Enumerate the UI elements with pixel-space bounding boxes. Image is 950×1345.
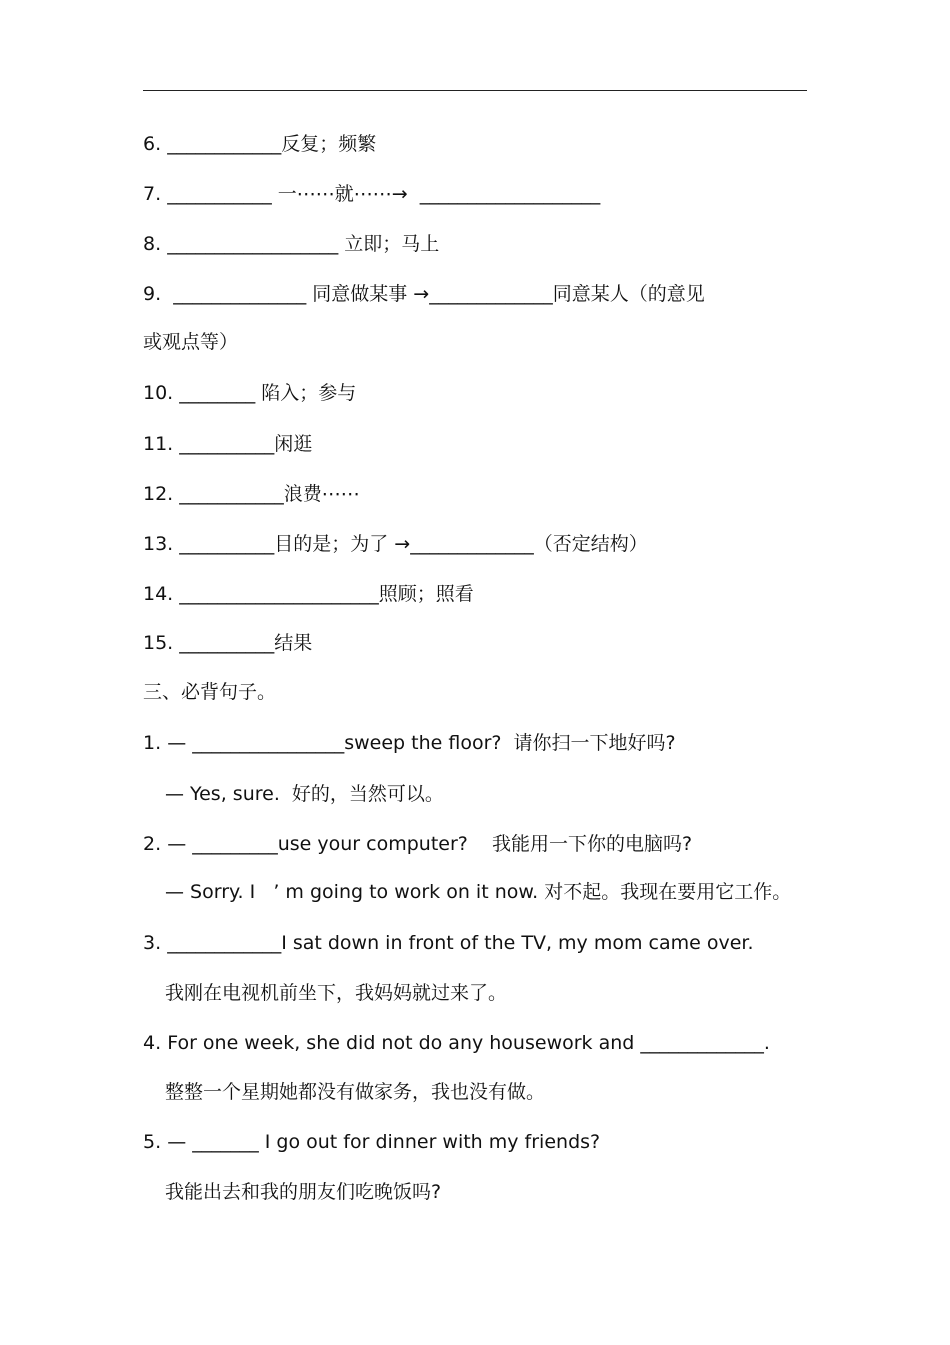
sentence-5	[143, 1130, 600, 1154]
vocab-item-10	[143, 381, 356, 405]
item-text: _____________________照顾；照看	[179, 583, 474, 605]
item-number: 6.	[143, 133, 162, 155]
item-number: 9.	[143, 283, 162, 305]
item-text: ____________I sat down in front of the TV, my mom came over.	[167, 932, 754, 954]
sentence-1-reply: — Yes, sure. 好的，当然可以。	[165, 783, 444, 805]
item-text: — _______ I go out for dinner with my friends?	[167, 1131, 601, 1153]
vocab-item-12	[143, 482, 360, 506]
sentence-3-translation: 我刚在电视机前坐下，我妈妈就过来了。	[165, 982, 508, 1004]
sentence-4	[143, 1031, 770, 1055]
vocab-item-6	[143, 132, 376, 156]
item-number: 12.	[143, 483, 174, 505]
sentence-1	[143, 731, 676, 755]
item-text: __________闲逛	[179, 433, 313, 455]
item-number: 14.	[143, 583, 174, 605]
item-text: __________结果	[179, 632, 313, 654]
item-number: 1.	[143, 732, 162, 754]
item-number: 15.	[143, 632, 174, 654]
item-text: ____________反复；频繁	[167, 133, 377, 155]
header-rule	[143, 90, 807, 91]
item-number: 2.	[143, 833, 162, 855]
vocab-item-14	[143, 582, 474, 606]
sentence-5-translation: 我能出去和我的朋友们吃晚饭吗?	[165, 1181, 442, 1203]
item-number: 4.	[143, 1032, 162, 1054]
item-text: __________________ 立即；马上	[167, 233, 440, 255]
item-text: For one week, she did not do any housework and _____________.	[167, 1032, 770, 1054]
item-number: 8.	[143, 233, 162, 255]
sentence-2-reply: — Sorry. I ’ m going to work on it now. 对不起。我现在要用它工作。	[165, 881, 792, 903]
item-number: 10.	[143, 382, 174, 404]
item-text: ______________ 同意做某事 →_____________同意某人（的意见	[167, 283, 705, 305]
sentence-2	[143, 832, 692, 856]
sentence-3	[143, 931, 754, 955]
item-text: ___________ 一⋯⋯就⋯⋯→ ___________________	[167, 183, 601, 205]
item-text: ________ 陷入；参与	[179, 382, 357, 404]
item-text: — _________use your computer? 我能用一下你的电脑吗?	[167, 833, 693, 855]
vocab-item-9	[143, 282, 705, 306]
item-number: 11.	[143, 433, 174, 455]
item-text: __________目的是；为了 →_____________（否定结构）	[179, 533, 648, 555]
item-number: 7.	[143, 183, 162, 205]
sentence-4-translation: 整整一个星期她都没有做家务，我也没有做。	[165, 1081, 546, 1103]
vocab-item-13	[143, 532, 648, 556]
item-text: — ________________sweep the floor? 请你扫一下地好吗?	[167, 732, 676, 754]
item-number: 5.	[143, 1131, 162, 1153]
item-number: 3.	[143, 932, 162, 954]
item-text: 或观点等）	[143, 331, 239, 353]
vocab-item-15	[143, 631, 312, 655]
section-heading: 三、必背句子。	[143, 681, 277, 703]
vocab-item-11	[143, 432, 312, 456]
item-text: ___________浪费⋯⋯	[179, 483, 360, 505]
vocab-item-8	[143, 232, 439, 256]
item-number: 13.	[143, 533, 174, 555]
vocab-item-9-cont	[143, 330, 238, 354]
vocab-item-7	[143, 182, 600, 206]
